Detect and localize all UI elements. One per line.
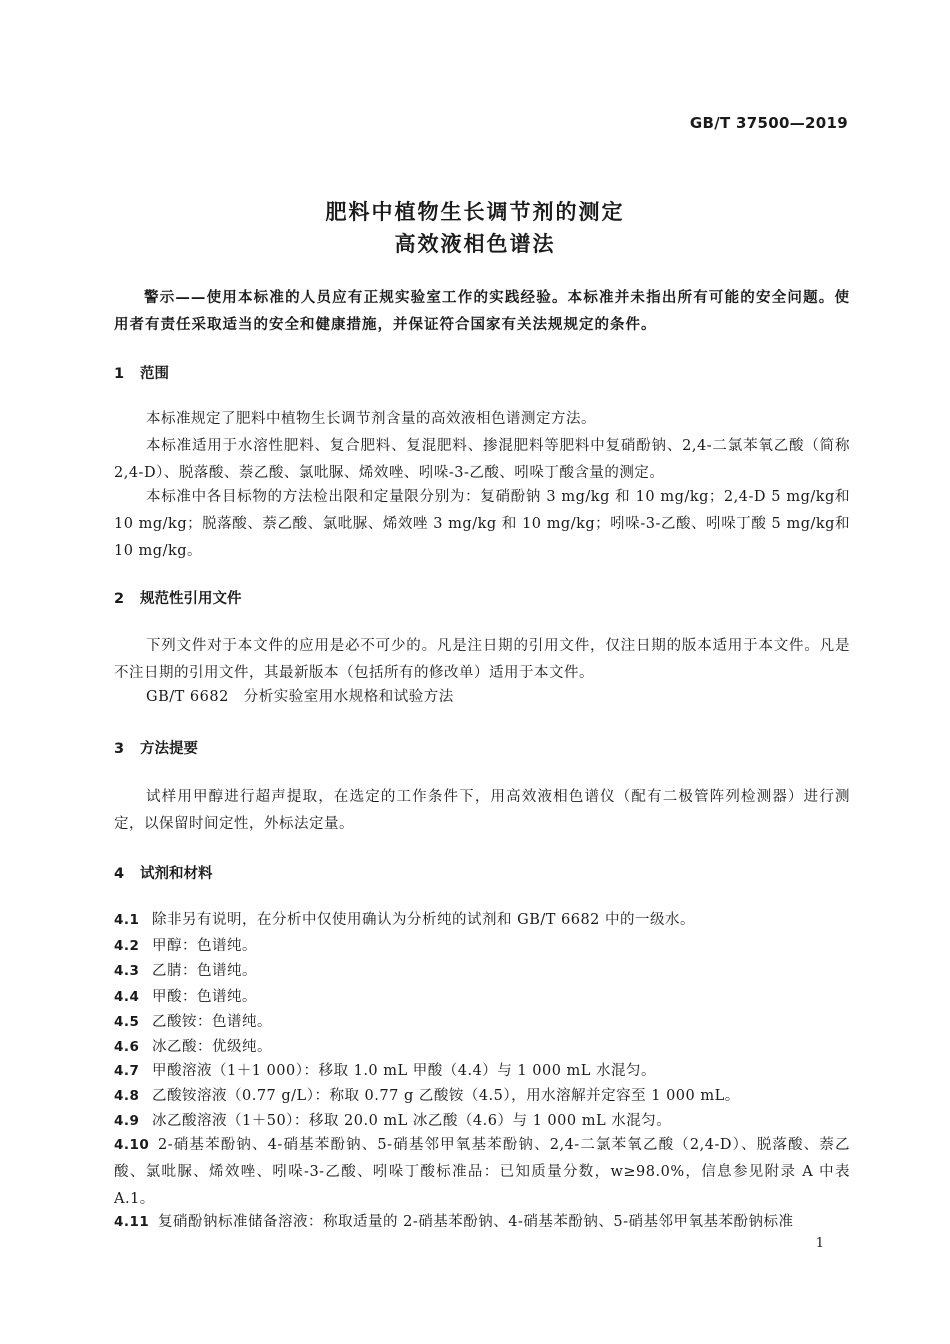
section-number: 4 xyxy=(114,866,125,882)
section-3-heading xyxy=(114,737,198,758)
section-title: 试剂和材料 xyxy=(140,866,213,882)
list-item xyxy=(114,958,850,985)
item-text: 甲酸：色谱纯。 xyxy=(152,989,257,1005)
section-1-paragraph-1: 本标准规定了肥料中植物生长调节剂含量的高效液相色谱测定方法。 xyxy=(146,411,596,427)
item-text: 乙酸铵溶液（0.77 g/L）：称取 0.77 g 乙酸铵（4.5），用水溶解并定容至 1 000 mL。 xyxy=(152,1088,740,1104)
item-text: 冰乙酸：优级纯。 xyxy=(152,1039,272,1055)
list-item xyxy=(114,1132,850,1213)
item-number: 4.7 xyxy=(114,1063,140,1079)
item-number: 4.1 xyxy=(114,912,140,928)
item-number: 4.11 xyxy=(114,1214,150,1230)
section-title: 方法提要 xyxy=(140,741,198,757)
list-item xyxy=(114,1009,850,1036)
item-text: 2-硝基苯酚钠、4-硝基苯酚钠、5-硝基邻甲氧基苯酚钠、2,4-二氯苯氧乙酸（2,4-D）、脱落酸、萘乙酸、氯吡脲、烯效唑、吲哚-3-乙酸、吲哚丁酸标准品：已知质量分数，w≥98.0%，信息参见附录 A 中表 A.1。 xyxy=(114,1137,850,1207)
item-number: 4.4 xyxy=(114,989,140,1005)
item-number: 4.6 xyxy=(114,1039,140,1055)
section-1-paragraph-2: 本标准适用于水溶性肥料、复合肥料、复混肥料、掺混肥料等肥料中复硝酚钠、2,4-二氯苯氧乙酸（简称 2,4-D）、脱落酸、萘乙酸、氯吡脲、烯效唑、吲哚-3-乙酸、吲哚丁酸含量的测定。 xyxy=(114,438,850,481)
item-number: 4.9 xyxy=(114,1113,140,1129)
section-3-paragraph-1: 试样用甲醇进行超声提取，在选定的工作条件下，用高效液相色谱仪（配有二极管阵列检测器）进行测定，以保留时间定性，外标法定量。 xyxy=(114,789,850,832)
item-text: 乙腈：色谱纯。 xyxy=(152,963,257,979)
section-number: 1 xyxy=(114,366,125,382)
item-number: 4.10 xyxy=(114,1137,150,1153)
page-number: 1 xyxy=(815,1236,824,1251)
section-1-paragraph-3: 本标准中各目标物的方法检出限和定量限分别为：复硝酚钠 3 mg/kg 和 10 mg/kg；2,4-D 5 mg/kg和 10 mg/kg；脱落酸、萘乙酸、氯吡脲、烯效唑 3 mg/kg 和 10 mg/kg；吲哚-3-乙酸、吲哚丁酸 5 mg/kg和 10 mg/kg。 xyxy=(114,489,850,559)
item-text: 冰乙酸溶液（1＋50）：移取 20.0 mL 冰乙酸（4.6）与 1 000 mL 水混匀。 xyxy=(152,1113,672,1129)
document-title-line2: 高效液相色谱法 xyxy=(394,232,556,256)
section-2-reference: GB/T 6682 分析实验室用水规格和试验方法 xyxy=(146,689,454,705)
section-title: 规范性引用文件 xyxy=(140,591,242,607)
section-title: 范围 xyxy=(140,366,169,382)
item-number: 4.3 xyxy=(114,963,140,979)
section-4-heading xyxy=(114,862,213,883)
item-text: 复硝酚钠标准储备溶液：称取适量的 2-硝基苯酚钠、4-硝基苯酚钠、5-硝基邻甲氧基苯酚钠标准 xyxy=(158,1214,794,1230)
list-item xyxy=(114,933,850,960)
list-item xyxy=(114,984,850,1011)
item-number: 4.2 xyxy=(114,938,140,954)
list-item xyxy=(114,1209,850,1236)
item-number: 4.8 xyxy=(114,1088,140,1104)
item-text: 除非另有说明，在分析中仅使用确认为分析纯的试剂和 GB/T 6682 中的一级水。 xyxy=(152,912,696,928)
section-2-heading xyxy=(114,587,242,608)
item-text: 甲酸溶液（1＋1 000）：移取 1.0 mL 甲酸（4.4）与 1 000 mL 水混匀。 xyxy=(152,1063,657,1079)
section-number: 3 xyxy=(114,741,125,757)
section-1-heading xyxy=(114,362,169,383)
warning-paragraph: 警示——使用本标准的人员应有正规实验室工作的实践经验。本标准并未指出所有可能的安全问题。使用者有责任采取适当的安全和健康措施，并保证符合国家有关法规规定的条件。 xyxy=(114,290,850,333)
list-item xyxy=(114,907,850,934)
list-item xyxy=(114,1108,850,1135)
list-item xyxy=(114,1034,850,1061)
item-text: 乙酸铵：色谱纯。 xyxy=(152,1014,272,1030)
list-item xyxy=(114,1083,850,1110)
item-number: 4.5 xyxy=(114,1014,140,1030)
section-2-paragraph-1: 下列文件对于本文件的应用是必不可少的。凡是注日期的引用文件，仅注日期的版本适用于本文件。凡是不注日期的引用文件，其最新版本（包括所有的修改单）适用于本文件。 xyxy=(114,638,850,681)
standard-code: GB/T 37500—2019 xyxy=(689,114,848,132)
document-title-line1: 肥料中植物生长调节剂的测定 xyxy=(325,200,625,224)
item-text: 甲醇：色谱纯。 xyxy=(152,938,257,954)
section-number: 2 xyxy=(114,591,125,607)
list-item xyxy=(114,1058,850,1085)
